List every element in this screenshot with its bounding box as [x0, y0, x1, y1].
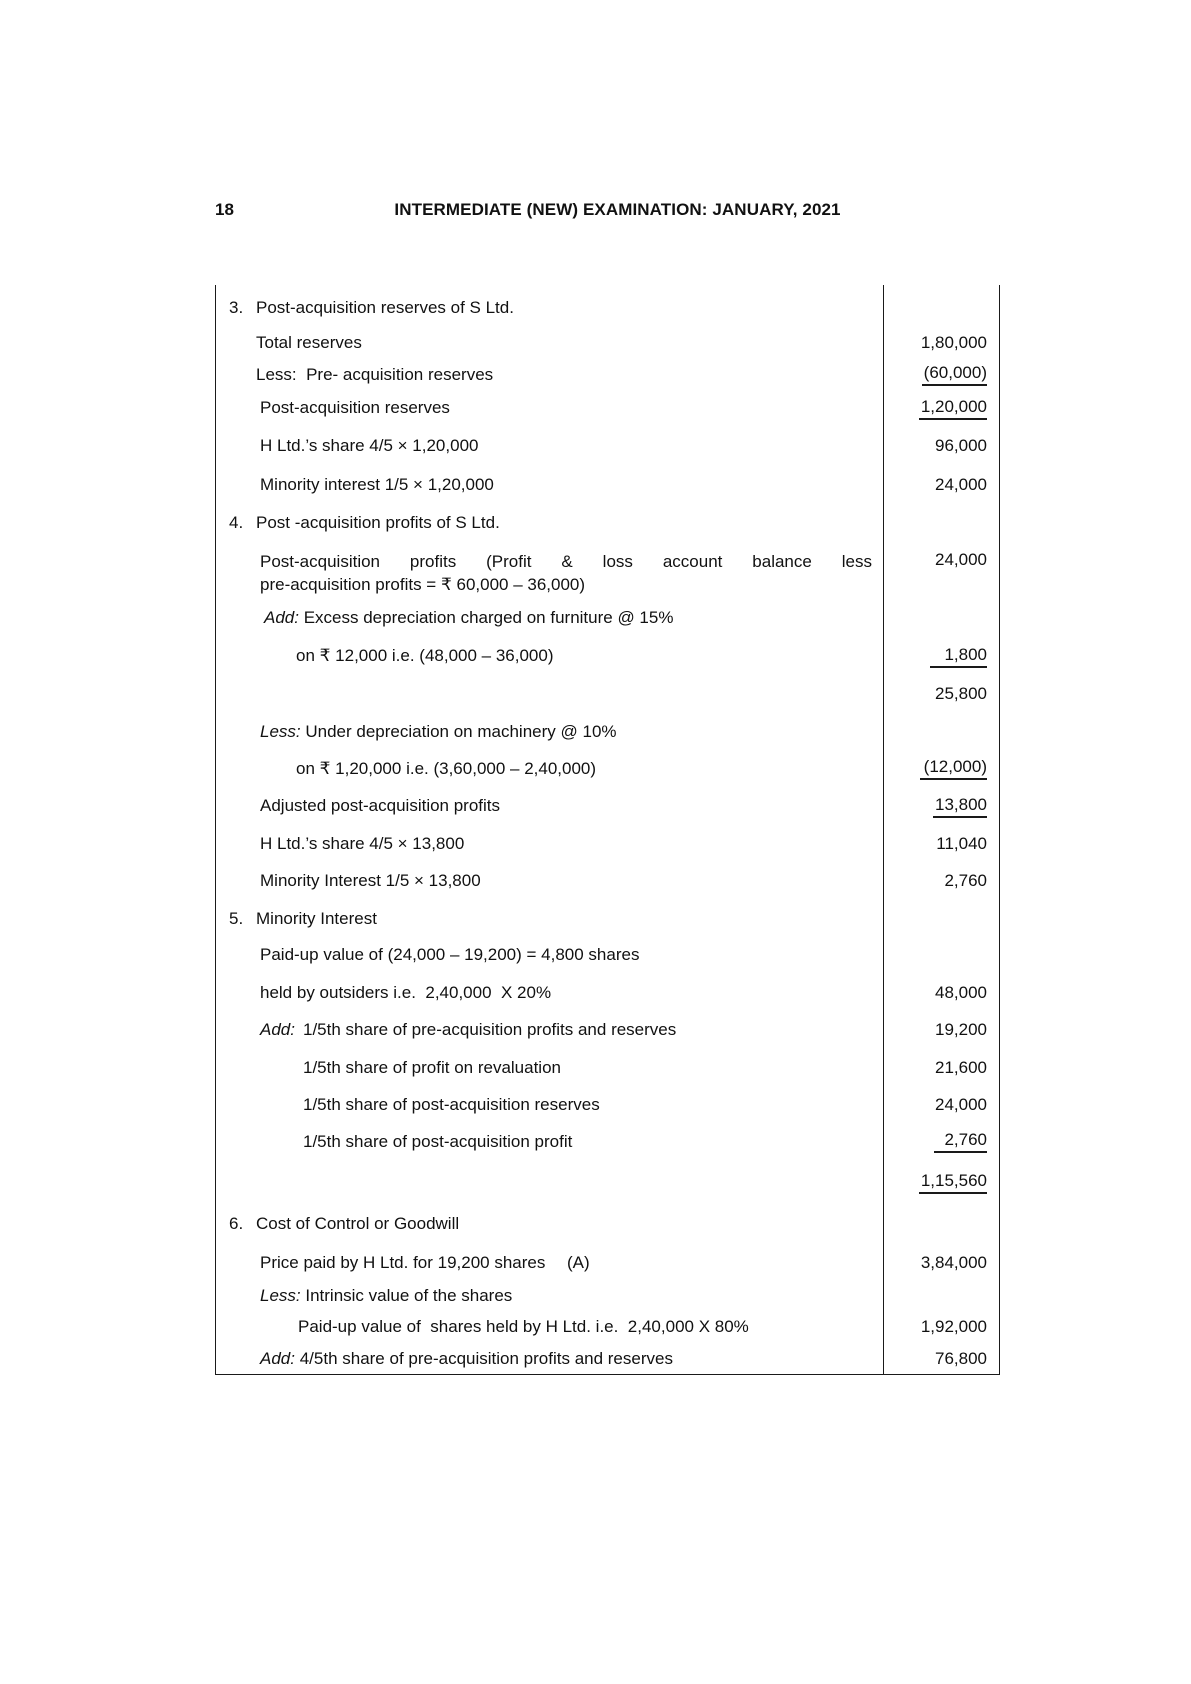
- row-amount: [882, 363, 999, 386]
- row-label: Post-acquisition reserves of S Ltd.: [256, 297, 514, 317]
- row-label: Cost of Control or Goodwill: [256, 1214, 460, 1234]
- row-prefix-label: Add:: [260, 1349, 295, 1369]
- amount-underlined: 13,800: [933, 795, 987, 818]
- row-label: Add: Excess depreciation charged on furniture @ 15%: [264, 608, 674, 628]
- row-label: 1/5th share of post-acquisition profit: [303, 1131, 573, 1151]
- row-amount: 1,92,000: [920, 1317, 987, 1336]
- column-divider-line: [883, 285, 884, 1374]
- row-label: Less: Intrinsic value of the shares: [260, 1286, 513, 1306]
- row-label: on ₹ 1,20,000 i.e. (3,60,000 – 2,40,000): [296, 758, 597, 778]
- row-amount: 96,000: [935, 435, 987, 455]
- page-number: 18: [215, 200, 234, 219]
- row-label: Minority Interest 1/5 × 13,800: [260, 871, 481, 891]
- amount-underlined: 1,20,000: [919, 397, 987, 420]
- row-prefix-label: Less:: [260, 1286, 301, 1306]
- row-label: H Ltd.’s share 4/5 × 13,800: [260, 833, 465, 853]
- row-label: H Ltd.’s share 4/5 × 1,20,000: [260, 435, 479, 455]
- row-label: Price paid by H Ltd. for 19,200 shares (A): [260, 1253, 590, 1273]
- amount-underlined: 1,15,560: [919, 1171, 987, 1194]
- row-prefix-label: Add:: [264, 608, 299, 628]
- row-number: 4.: [229, 512, 244, 532]
- row-amount: 76,800: [935, 1349, 987, 1368]
- row-label: Paid-up value of shares held by H Ltd. i.e. 2,40,000 X 80%: [298, 1317, 749, 1337]
- row-amount: 24,000: [935, 550, 987, 569]
- page-title: INTERMEDIATE (NEW) EXAMINATION: JANUARY, 2021: [394, 200, 841, 219]
- row-label-line: pre-acquisition profits = ₹ 60,000 – 36,000): [260, 575, 586, 594]
- page-header: [215, 200, 1000, 220]
- row-label: 1/5th share of profit on revaluation: [303, 1057, 561, 1077]
- row-amount: [882, 645, 999, 668]
- row-amount: [882, 1130, 999, 1153]
- row-prefix-label: Less:: [260, 721, 301, 741]
- row-amount: 24,000: [935, 474, 987, 494]
- row-amount: 3,84,000: [920, 1253, 987, 1272]
- row-amount: [882, 795, 999, 818]
- row-label: Less: Under depreciation on machinery @ 10%: [260, 721, 617, 741]
- row-label: Add: 4/5th share of pre-acquisition profits and reserves: [260, 1349, 673, 1369]
- row-number: 6.: [229, 1214, 244, 1233]
- row-amount: 19,200: [935, 1020, 987, 1039]
- row-label: held by outsiders i.e. 2,40,000 X 20%: [260, 982, 552, 1002]
- row-amount: [882, 397, 999, 420]
- worknote-table: [215, 285, 1000, 1375]
- row-label: Minority interest 1/5 × 1,20,000: [260, 474, 494, 494]
- row-amount: 24,000: [935, 1095, 987, 1114]
- amount-underlined: (12,000): [920, 757, 987, 780]
- row-label: Total reserves: [256, 332, 362, 352]
- row-prefix-label: Add:: [260, 1020, 295, 1040]
- row-label: Adjusted post-acquisition profits: [260, 796, 501, 816]
- row-label: on ₹ 12,000 i.e. (48,000 – 36,000): [296, 646, 554, 666]
- amount-underlined: (60,000): [922, 363, 987, 386]
- amount-underlined: 2,760: [934, 1130, 987, 1153]
- row-label: Paid-up value of (24,000 – 19,200) = 4,800 shares: [260, 945, 640, 965]
- row-label: Minority Interest: [256, 908, 377, 928]
- row-number: 3.: [229, 297, 244, 317]
- row-amount: 48,000: [935, 982, 987, 1002]
- row-label: 1/5th share of post-acquisition reserves: [303, 1095, 600, 1115]
- row-label: Less: Pre- acquisition reserves: [256, 364, 494, 384]
- row-amount: 25,800: [935, 684, 987, 703]
- row-label-line: Post-acquisition profits (Profit & loss account balance less: [260, 552, 872, 571]
- amount-underlined: 1,800: [930, 645, 987, 668]
- row-label: Post-acquisition reserves: [260, 398, 450, 418]
- row-label: Post -acquisition profits of S Ltd.: [256, 512, 500, 532]
- row-label: [256, 541, 882, 596]
- row-amount: [882, 757, 999, 780]
- row-amount: 11,040: [936, 833, 987, 853]
- row-number: 5.: [229, 908, 244, 928]
- row-label: Add: 1/5th share of pre-acquisition profits and reserves: [260, 1020, 677, 1040]
- row-amount: 21,600: [935, 1057, 987, 1077]
- row-amount: 2,760: [944, 871, 987, 890]
- row-amount: [882, 1171, 999, 1194]
- row-tail-label: (A): [567, 1253, 590, 1273]
- row-amount: 1,80,000: [920, 332, 987, 352]
